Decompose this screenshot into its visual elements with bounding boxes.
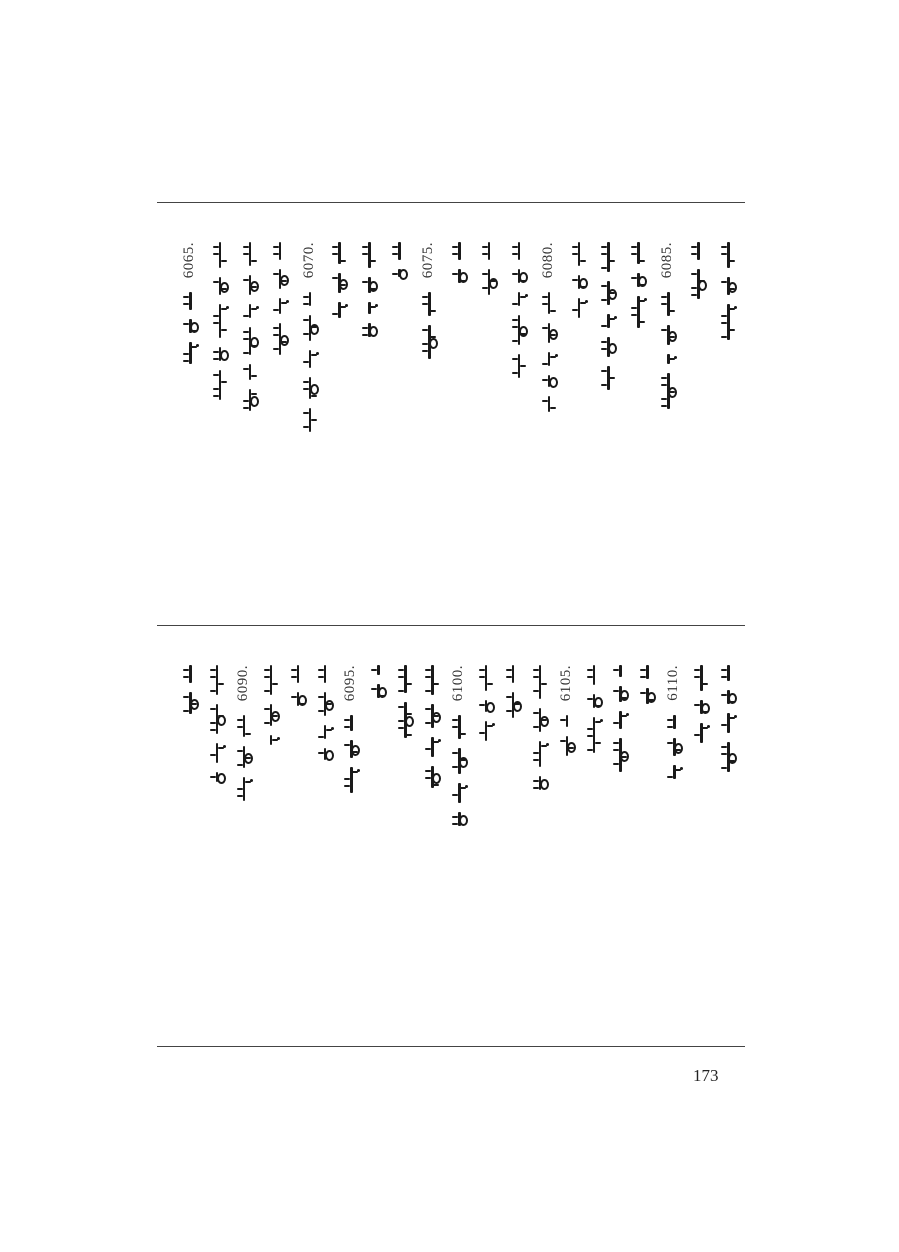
- line-number: 6110.: [665, 665, 682, 701]
- text-column: [367, 665, 391, 885]
- line-number: 6080.: [539, 242, 556, 279]
- text-column: [538, 242, 562, 462]
- middle-rule: [157, 625, 745, 626]
- line-number: 6095.: [342, 665, 359, 702]
- text-column: [717, 242, 741, 462]
- text-column: [448, 665, 472, 885]
- text-column: [394, 665, 418, 885]
- text-column: [299, 242, 323, 462]
- text-column: [340, 665, 364, 885]
- text-column: [179, 665, 203, 885]
- page-number: 173: [693, 1066, 719, 1085]
- text-column: [508, 242, 532, 462]
- text-column: [328, 242, 352, 462]
- text-column: [388, 242, 412, 462]
- text-column: [287, 665, 311, 885]
- text-column: [314, 665, 338, 885]
- text-column: [583, 665, 607, 885]
- text-column: [239, 242, 263, 462]
- text-column: [597, 242, 621, 462]
- text-column: [179, 242, 203, 462]
- text-column: [556, 665, 580, 885]
- line-number: 6090.: [234, 665, 251, 702]
- bottom-rule: [157, 1046, 745, 1047]
- text-column: [448, 242, 472, 462]
- text-column: [209, 242, 233, 462]
- text-column: [690, 665, 714, 885]
- text-column: [717, 665, 741, 885]
- text-column: [358, 242, 382, 462]
- upper-text-block: [157, 242, 745, 462]
- line-number: 6075.: [420, 242, 437, 279]
- text-column: [609, 665, 633, 885]
- text-column: [475, 665, 499, 885]
- line-number: 6070.: [300, 242, 317, 279]
- line-number: 6100.: [450, 665, 466, 702]
- text-column: [663, 665, 687, 885]
- text-column: [206, 665, 230, 885]
- text-column: [260, 665, 284, 885]
- lower-text-block: [157, 665, 745, 885]
- text-column: [636, 665, 660, 885]
- text-column: [687, 242, 711, 462]
- line-number: 6105.: [557, 665, 574, 702]
- text-column: [269, 242, 293, 462]
- text-column: [502, 665, 526, 885]
- top-rule: [157, 202, 745, 203]
- text-column: [421, 665, 445, 885]
- line-number: 6085.: [659, 242, 676, 279]
- text-column: [657, 242, 681, 462]
- text-column: [529, 665, 553, 885]
- line-number: 6065.: [181, 242, 197, 279]
- text-column: [418, 242, 442, 462]
- text-column: [627, 242, 651, 462]
- text-column: [568, 242, 592, 462]
- text-column: [233, 665, 257, 885]
- text-column: [478, 242, 502, 462]
